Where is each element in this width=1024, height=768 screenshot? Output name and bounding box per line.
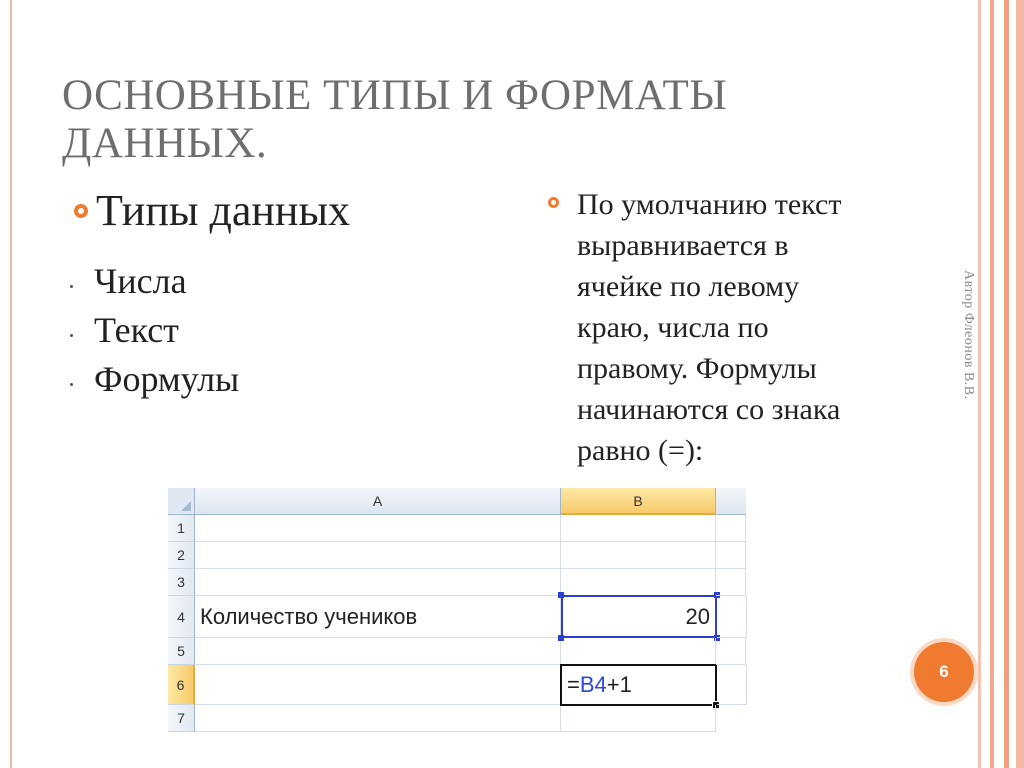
bullet-dot-icon	[70, 285, 73, 288]
list-item-formulas: Формулы	[94, 359, 240, 399]
explanation-line: краю, числа по	[577, 311, 769, 344]
row-header-6[interactable]: 6	[168, 665, 195, 705]
slide-title	[62, 72, 942, 168]
row-header-5[interactable]: 5	[168, 638, 195, 665]
cell-a4[interactable]: Количество учеников	[195, 596, 561, 638]
data-types-heading: Типы данных	[96, 186, 351, 235]
cell-a5[interactable]	[195, 638, 561, 665]
explanation-line: правому. Формулы	[577, 352, 817, 385]
cell-b3[interactable]	[561, 569, 716, 596]
cell-b2[interactable]	[561, 542, 716, 569]
column-header-b[interactable]: B	[561, 488, 716, 515]
row-header-1[interactable]: 1	[168, 515, 195, 542]
row-header-3[interactable]: 3	[168, 569, 195, 596]
column-header-a[interactable]: A	[195, 488, 561, 515]
bullet-dot-icon	[70, 334, 73, 337]
bullet-ring-icon	[548, 197, 559, 208]
author-credit: Автор Флеонов В.В.	[961, 270, 976, 400]
row-header-2[interactable]: 2	[168, 542, 195, 569]
slide-frame-stripe	[1004, 0, 1009, 768]
cell-c6[interactable]	[717, 665, 747, 705]
cell-a6[interactable]	[195, 665, 561, 705]
explanation-line: ячейке по левому	[577, 270, 800, 303]
formula-equals: =	[567, 672, 580, 697]
list-item-text: Текст	[94, 310, 179, 350]
cell-b7[interactable]	[561, 705, 716, 732]
bullet-ring-icon	[74, 204, 88, 218]
slide-frame-left	[10, 0, 12, 768]
explanation-text	[577, 184, 947, 471]
cell-a1[interactable]	[195, 515, 561, 542]
cell-c1[interactable]	[716, 515, 746, 542]
cell-b5[interactable]	[561, 638, 716, 665]
slide-frame-stripe	[1016, 0, 1024, 768]
formula-reference: B4	[579, 672, 607, 697]
formula-suffix: +1	[606, 672, 632, 697]
cell-c5[interactable]	[716, 638, 746, 665]
row-header-4[interactable]: 4	[168, 596, 195, 638]
slide-title-line-1: ОСНОВНЫЕ ТИПЫ И ФОРМАТЫ	[62, 72, 728, 119]
spreadsheet	[168, 488, 736, 726]
selection-handle[interactable]	[558, 592, 564, 598]
select-all-corner[interactable]	[168, 488, 195, 515]
cell-a3[interactable]	[195, 569, 561, 596]
list-item-numbers: Числа	[94, 261, 187, 301]
cell-a2[interactable]	[195, 542, 561, 569]
cell-c3[interactable]	[716, 569, 746, 596]
explanation-line: выравнивается в	[577, 229, 789, 262]
slide-frame-stripe	[990, 0, 994, 768]
cell-b1[interactable]	[561, 515, 716, 542]
slide-title-line-2: ДАННЫХ.	[62, 120, 268, 167]
row-header-7[interactable]: 7	[168, 705, 195, 732]
page-number-badge: 6	[914, 642, 974, 702]
column-header-c[interactable]	[716, 488, 746, 515]
cell-c2[interactable]	[716, 542, 746, 569]
explanation-line: начинаются со знака	[577, 393, 841, 426]
cell-a7[interactable]	[195, 705, 561, 732]
cell-c4[interactable]	[717, 596, 747, 638]
slide-frame-stripe	[978, 0, 981, 768]
cell-b6-formula[interactable]	[560, 664, 717, 706]
explanation-line: равно (=):	[577, 434, 704, 467]
cell-b4[interactable]: 20	[561, 595, 717, 638]
explanation-line: По умолчанию текст	[577, 188, 842, 221]
bullet-dot-icon	[70, 383, 73, 386]
